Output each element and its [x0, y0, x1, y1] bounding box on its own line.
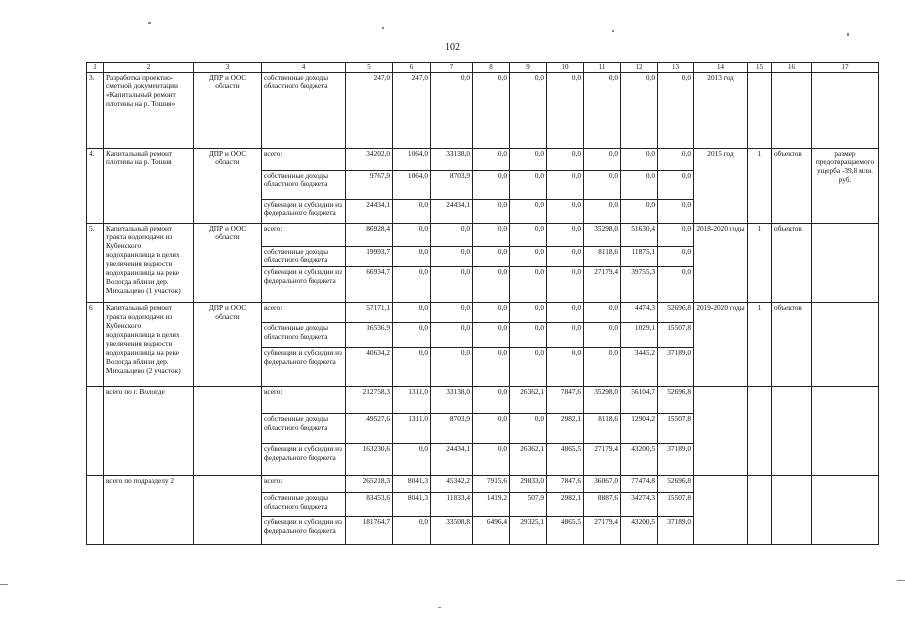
amount-cell: 0,0 [621, 170, 658, 199]
amount-cell: 36067,0 [584, 476, 621, 493]
amount-cell: 15507,8 [658, 493, 694, 517]
amount-cell: 26362,1 [510, 387, 547, 414]
amount-cell: 0,0 [547, 148, 584, 170]
amount-cell: 8118,6 [584, 414, 621, 444]
amount-cell: 0,0 [473, 246, 510, 267]
amount-cell: 35298,0 [584, 223, 621, 246]
amount-cell: 8041,3 [393, 476, 431, 493]
amount-cell: 507,9 [510, 493, 547, 517]
column-number: 7 [431, 63, 473, 73]
amount-cell: 11833,4 [431, 493, 473, 517]
amount-cell: 24434,1 [431, 444, 473, 476]
executor: ДПР и ООС области [194, 303, 262, 387]
row-number [87, 387, 104, 476]
amount-cell: 15507,8 [658, 414, 694, 444]
note [812, 476, 879, 545]
column-number: 10 [547, 63, 584, 73]
amount-cell: 24434,1 [346, 199, 393, 223]
amount-cell: 33508,8 [431, 517, 473, 545]
amount-cell: 0,0 [547, 323, 584, 348]
amount-cell: 0,0 [473, 199, 510, 223]
column-number: 13 [658, 63, 694, 73]
amount-cell: 7847,6 [547, 387, 584, 414]
table-row [87, 223, 879, 246]
column-number-row [87, 63, 879, 73]
activity-name: Капитальный ремонт тракта водоподачи из Кубенского водохранилища в целях увеличения водности водохранилища на реке Вологда вблизи дер. Михальцево (1 участок) [104, 223, 194, 303]
activity-name: Капитальный ремонт плотины на р. Тошня [104, 148, 194, 223]
funding-source: собственные доходы областного бюджета [262, 323, 346, 348]
amount-cell: 0,0 [658, 246, 694, 267]
amount-cell: 0,0 [547, 223, 584, 246]
amount-cell: 163230,6 [346, 444, 393, 476]
scan-speck [438, 607, 441, 608]
unit: объектов [772, 148, 812, 223]
scan-speck [612, 30, 614, 32]
amount-cell: 2982,1 [547, 414, 584, 444]
table-row [87, 476, 879, 493]
funding-source: всего: [262, 223, 346, 246]
column-number: 9 [510, 63, 547, 73]
activity-name: всего по г. Вологде [104, 387, 194, 476]
amount-cell: 0,0 [473, 348, 510, 387]
note [812, 72, 879, 148]
funding-source: собственные доходы областного бюджета [262, 246, 346, 267]
amount-cell: 0,0 [431, 72, 473, 148]
row-number: 4. [87, 148, 104, 223]
amount-cell: 4474,3 [621, 303, 658, 323]
amount-cell: 27179,4 [584, 444, 621, 476]
amount-cell: 0,0 [431, 246, 473, 267]
funding-source: субвенции и субсидии из федерального бюджета [262, 267, 346, 303]
amount-cell: 1029,1 [621, 323, 658, 348]
amount-cell: 0,0 [510, 323, 547, 348]
amount-cell: 34202,0 [346, 148, 393, 170]
amount-cell: 0,0 [584, 199, 621, 223]
amount-cell: 51630,4 [621, 223, 658, 246]
amount-cell: 0,0 [473, 267, 510, 303]
period: 2018-2020 годы [694, 223, 748, 303]
scan-speck [897, 580, 905, 581]
row-number: 5. [87, 223, 104, 303]
amount-cell: 0,0 [658, 267, 694, 303]
amount-cell: 0,0 [431, 267, 473, 303]
amount-cell: 0,0 [393, 246, 431, 267]
amount-cell: 247,0 [393, 72, 431, 148]
amount-cell: 29833,0 [510, 476, 547, 493]
unit [772, 72, 812, 148]
amount-cell: 0,0 [658, 223, 694, 246]
amount-cell: 0,0 [510, 414, 547, 444]
amount-cell: 8041,3 [393, 493, 431, 517]
column-number: 16 [772, 63, 812, 73]
table-row [87, 387, 879, 414]
amount-cell: 15507,8 [658, 323, 694, 348]
amount-cell: 0,0 [547, 72, 584, 148]
amount-cell: 52696,8 [658, 476, 694, 493]
amount-cell: 1311,0 [393, 414, 431, 444]
amount-cell: 0,0 [393, 444, 431, 476]
amount-cell: 8703,9 [431, 170, 473, 199]
row-number [87, 476, 104, 545]
funding-source: собственные доходы областного бюджета [262, 414, 346, 444]
unit: объектов [772, 223, 812, 303]
amount-cell: 39755,3 [621, 267, 658, 303]
period [694, 476, 748, 545]
amount-cell: 37189,0 [658, 517, 694, 545]
funding-source: субвенции и субсидии из федерального бюджета [262, 348, 346, 387]
period: 2013 год [694, 72, 748, 148]
column-number: 11 [584, 63, 621, 73]
amount-cell: 0,0 [393, 517, 431, 545]
quantity: 1 [748, 148, 772, 223]
amount-cell: 0,0 [510, 267, 547, 303]
budget-table [86, 62, 879, 545]
column-number: 2 [104, 63, 194, 73]
amount-cell: 9767,9 [346, 170, 393, 199]
column-number: 17 [812, 63, 879, 73]
funding-source: всего: [262, 476, 346, 493]
row-number: 3. [87, 72, 104, 148]
amount-cell: 212758,3 [346, 387, 393, 414]
quantity [748, 476, 772, 545]
amount-cell: 56104,7 [621, 387, 658, 414]
amount-cell: 43200,5 [621, 517, 658, 545]
amount-cell: 52696,8 [658, 303, 694, 323]
amount-cell: 8887,6 [584, 493, 621, 517]
amount-cell: 0,0 [547, 199, 584, 223]
amount-cell: 2982,1 [547, 493, 584, 517]
amount-cell: 0,0 [510, 148, 547, 170]
amount-cell: 0,0 [584, 72, 621, 148]
funding-source: собственные доходы областного бюджета [262, 493, 346, 517]
amount-cell: 1311,0 [393, 387, 431, 414]
amount-cell: 0,0 [473, 444, 510, 476]
row-number: 6 [87, 303, 104, 387]
amount-cell: 4865,5 [547, 517, 584, 545]
period: 2019-2020 годы [694, 303, 748, 387]
amount-cell: 33138,0 [431, 148, 473, 170]
amount-cell: 0,0 [510, 223, 547, 246]
amount-cell: 19993,7 [346, 246, 393, 267]
funding-source: всего: [262, 387, 346, 414]
amount-cell: 0,0 [547, 267, 584, 303]
column-number: 1 [87, 63, 104, 73]
note [812, 387, 879, 476]
amount-cell: 0,0 [431, 303, 473, 323]
amount-cell: 0,0 [510, 246, 547, 267]
funding-source: собственные доходы областного бюджета [262, 72, 346, 148]
quantity [748, 72, 772, 148]
amount-cell: 3445,2 [621, 348, 658, 387]
amount-cell: 37189,0 [658, 444, 694, 476]
amount-cell: 0,0 [393, 223, 431, 246]
amount-cell: 83453,6 [346, 493, 393, 517]
amount-cell: 8118,6 [584, 246, 621, 267]
amount-cell: 7915,6 [473, 476, 510, 493]
amount-cell: 40634,2 [346, 348, 393, 387]
column-number: 6 [393, 63, 431, 73]
period [694, 387, 748, 476]
scan-speck [847, 33, 849, 36]
amount-cell: 0,0 [473, 223, 510, 246]
amount-cell: 0,0 [547, 170, 584, 199]
page-number: 102 [445, 42, 460, 53]
column-number: 15 [748, 63, 772, 73]
amount-cell: 0,0 [510, 348, 547, 387]
funding-source: субвенции и субсидии из федерального бюджета [262, 444, 346, 476]
amount-cell: 0,0 [584, 348, 621, 387]
amount-cell: 0,0 [621, 72, 658, 148]
amount-cell: 49527,6 [346, 414, 393, 444]
amount-cell: 0,0 [393, 199, 431, 223]
amount-cell: 0,0 [393, 348, 431, 387]
executor: ДПР и ООС области [194, 72, 262, 148]
column-number: 3 [194, 63, 262, 73]
quantity: 1 [748, 303, 772, 387]
amount-cell: 0,0 [431, 323, 473, 348]
amount-cell: 0,0 [473, 323, 510, 348]
amount-cell: 0,0 [473, 387, 510, 414]
amount-cell: 0,0 [510, 303, 547, 323]
funding-source: собственные доходы областного бюджета [262, 170, 346, 199]
table-row [87, 148, 879, 170]
amount-cell: 0,0 [431, 348, 473, 387]
quantity [748, 387, 772, 476]
amount-cell: 26362,1 [510, 444, 547, 476]
activity-name: Разработка проектно-сметной документации «Капитальный ремонт плотины на р. Тошня» [104, 72, 194, 148]
amount-cell: 29325,1 [510, 517, 547, 545]
amount-cell: 181764,7 [346, 517, 393, 545]
amount-cell: 7847,6 [547, 476, 584, 493]
amount-cell: 8703,9 [431, 414, 473, 444]
amount-cell: 43200,5 [621, 444, 658, 476]
period: 2015 год [694, 148, 748, 223]
amount-cell: 247,0 [346, 72, 393, 148]
amount-cell: 0,0 [473, 72, 510, 148]
amount-cell: 0,0 [621, 199, 658, 223]
amount-cell: 77474,8 [621, 476, 658, 493]
amount-cell: 1064,0 [393, 148, 431, 170]
amount-cell: 0,0 [393, 267, 431, 303]
amount-cell: 1064,0 [393, 170, 431, 199]
amount-cell: 0,0 [658, 199, 694, 223]
column-number: 5 [346, 63, 393, 73]
amount-cell: 33138,0 [431, 387, 473, 414]
quantity: 1 [748, 223, 772, 303]
amount-cell: 0,0 [473, 170, 510, 199]
amount-cell: 0,0 [473, 148, 510, 170]
amount-cell: 6496,4 [473, 517, 510, 545]
amount-cell: 0,0 [547, 246, 584, 267]
amount-cell: 35298,0 [584, 387, 621, 414]
funding-source: субвенции и субсидии из федерального бюджета [262, 517, 346, 545]
amount-cell: 0,0 [473, 414, 510, 444]
amount-cell: 0,0 [547, 303, 584, 323]
column-number: 12 [621, 63, 658, 73]
amount-cell: 0,0 [547, 348, 584, 387]
scan-speck [382, 27, 384, 29]
funding-source: всего: [262, 303, 346, 323]
executor [194, 387, 262, 476]
amount-cell: 0,0 [431, 223, 473, 246]
amount-cell: 0,0 [393, 303, 431, 323]
amount-cell: 0,0 [393, 323, 431, 348]
note [812, 223, 879, 303]
scan-speck [148, 22, 151, 24]
executor: ДПР и ООС области [194, 223, 262, 303]
activity-name: всего по подразделу 2 [104, 476, 194, 545]
amount-cell: 24434,1 [431, 199, 473, 223]
amount-cell: 86928,4 [346, 223, 393, 246]
amount-cell: 12904,2 [621, 414, 658, 444]
amount-cell: 66934,7 [346, 267, 393, 303]
amount-cell: 11875,1 [621, 246, 658, 267]
amount-cell: 265218,3 [346, 476, 393, 493]
note [812, 303, 879, 387]
amount-cell: 1419,2 [473, 493, 510, 517]
amount-cell: 0,0 [584, 170, 621, 199]
unit [772, 476, 812, 545]
column-number: 14 [694, 63, 748, 73]
amount-cell: 0,0 [584, 148, 621, 170]
amount-cell: 27179,4 [584, 267, 621, 303]
unit: объектов [772, 303, 812, 387]
amount-cell: 0,0 [584, 323, 621, 348]
executor: ДПР и ООС области [194, 148, 262, 223]
amount-cell: 0,0 [658, 170, 694, 199]
column-number: 4 [262, 63, 346, 73]
amount-cell: 0,0 [510, 170, 547, 199]
amount-cell: 0,0 [510, 72, 547, 148]
amount-cell: 37189,0 [658, 348, 694, 387]
amount-cell: 27179,4 [584, 517, 621, 545]
amount-cell: 16536,9 [346, 323, 393, 348]
amount-cell: 45342,2 [431, 476, 473, 493]
unit [772, 387, 812, 476]
column-number: 8 [473, 63, 510, 73]
note: размер предотвращаемого ущерба -39,8 млн. руб. [812, 148, 879, 223]
amount-cell: 0,0 [473, 303, 510, 323]
amount-cell: 34274,3 [621, 493, 658, 517]
amount-cell: 0,0 [584, 303, 621, 323]
activity-name: Капитальный ремонт тракта водоподачи из Кубенского водохранилища в целях увеличения водности водохранилища на реке Вологда вблизи дер. Михальцево (2 участок) [104, 303, 194, 387]
amount-cell: 4865,5 [547, 444, 584, 476]
executor [194, 476, 262, 545]
amount-cell: 52696,8 [658, 387, 694, 414]
scan-speck [0, 584, 8, 585]
amount-cell: 0,0 [621, 148, 658, 170]
funding-source: всего: [262, 148, 346, 170]
table-row [87, 303, 879, 323]
table-row [87, 72, 879, 148]
amount-cell: 57171,1 [346, 303, 393, 323]
amount-cell: 0,0 [510, 199, 547, 223]
amount-cell: 0,0 [658, 72, 694, 148]
funding-source: субвенции и субсидии из федерального бюджета [262, 199, 346, 223]
amount-cell: 0,0 [658, 148, 694, 170]
